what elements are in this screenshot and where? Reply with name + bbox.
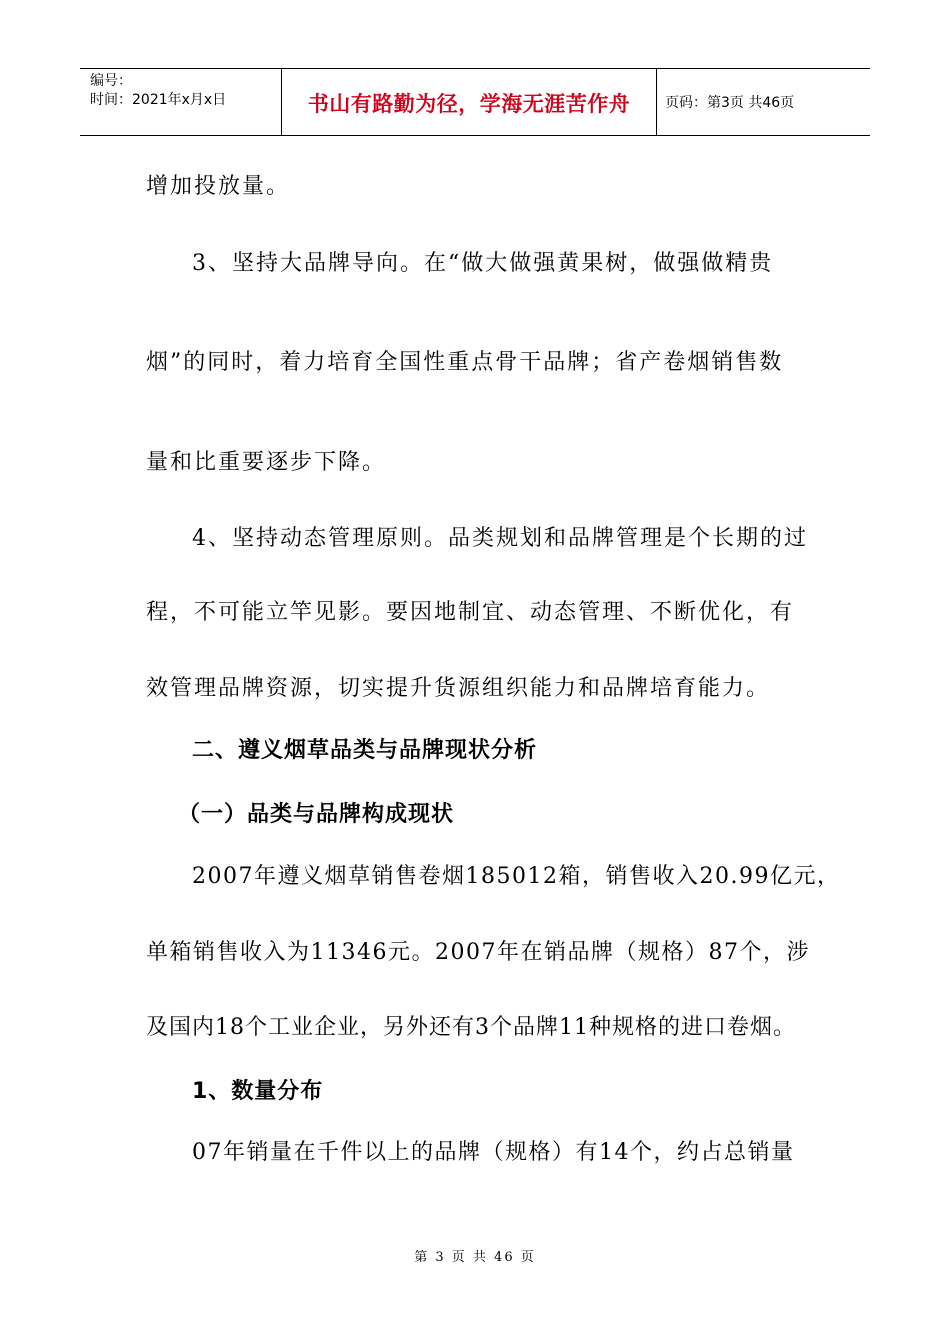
header-page-info	[657, 69, 870, 135]
section-heading: 二、遵义烟草品类与品牌现状分析	[192, 738, 538, 763]
paragraph-line: 4、坚持动态管理原则。品类规划和品牌管理是个长期的过	[192, 526, 808, 551]
paragraph-line: 程，不可能立竿见影。要因地制宜、动态管理、不断优化，有	[146, 600, 795, 625]
motto-text: 书山有路勤为径，学海无涯苦作舟	[307, 92, 631, 116]
page-footer: 第 3 页 共 46 页	[414, 1250, 536, 1265]
paragraph-line: 3、坚持大品牌导向。在“做大做强黄果树，做强做精贵	[192, 251, 774, 276]
paragraph-line: 量和比重要逐步下降。	[146, 450, 387, 475]
paragraph-line: 烟”的同时，着力培育全国性重点骨干品牌；省产卷烟销售数	[146, 350, 784, 375]
paragraph-line: 2007年遵义烟草销售卷烟185012箱，销售收入20.99亿元，	[192, 864, 841, 889]
date-label: 时间：2021年x月x日	[90, 92, 227, 108]
paragraph-line: 单箱销售收入为11346元。2007年在销品牌（规格）87个，涉	[146, 940, 810, 965]
paragraph-line: 效管理品牌资源，切实提升货源组织能力和品牌培育能力。	[146, 676, 771, 701]
subsection-heading: 1、数量分布	[192, 1079, 324, 1104]
header-meta	[80, 69, 282, 135]
paragraph-line: 及国内18个工业企业，另外还有3个品牌11种规格的进口卷烟。	[146, 1015, 796, 1040]
document-header	[80, 68, 870, 136]
subsection-heading: （一）品类与品牌构成现状	[178, 802, 455, 827]
number-label: 编号：	[90, 73, 132, 89]
paragraph-line: 增加投放量。	[146, 174, 291, 199]
page-info-text: 页码：第3页 共46页	[665, 95, 795, 111]
header-motto-cell	[282, 69, 657, 135]
paragraph-line: 07年销量在千件以上的品牌（规格）有14个，约占总销量	[192, 1140, 795, 1165]
